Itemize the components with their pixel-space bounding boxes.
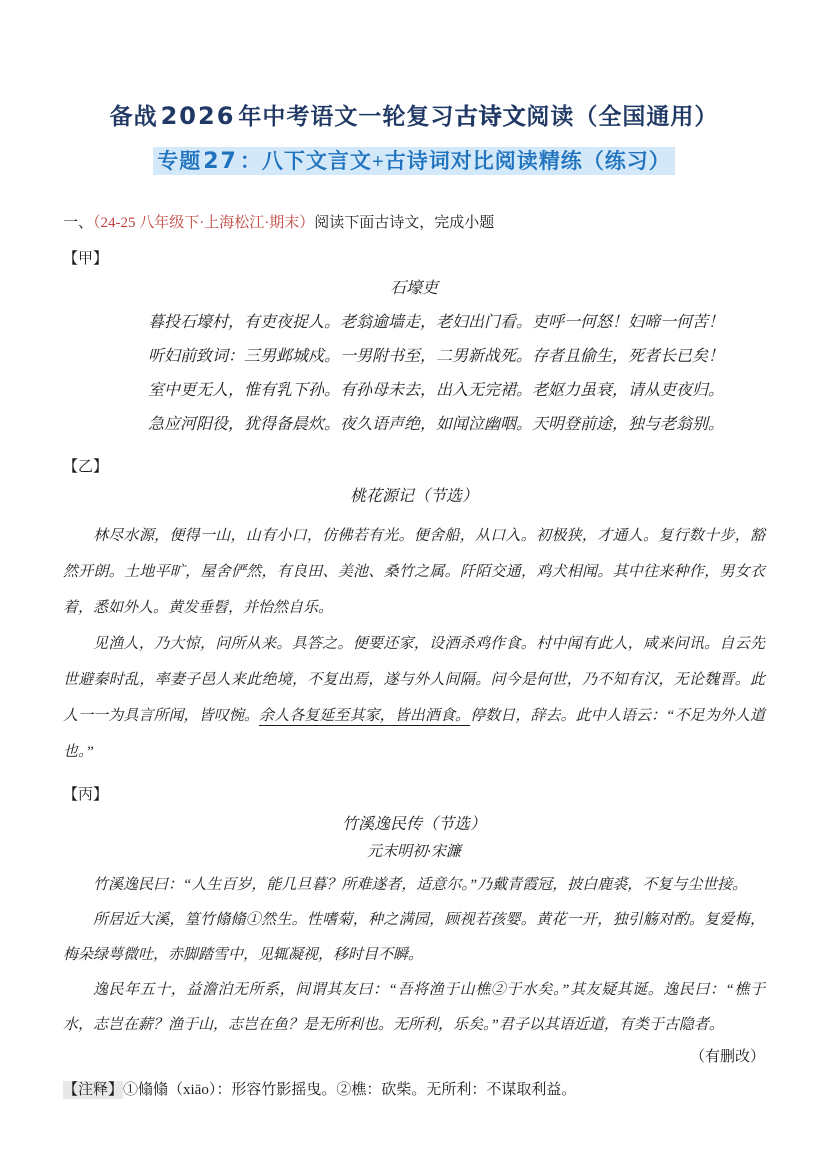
passage-a-title: 石壕吏	[389, 280, 438, 297]
subtitle-seg-1: 专题	[157, 149, 202, 173]
annotations	[63, 1078, 765, 1102]
poem-shihaoli	[63, 306, 765, 442]
section-index: 一、	[63, 215, 94, 231]
section-instruction: 阅读下面古诗文，完成小题	[314, 215, 495, 231]
document-subtitle	[63, 144, 765, 179]
passage-a-label: 【甲】	[63, 251, 109, 267]
passage-b-para2-post: 停数日，辞去。此中人语云：“不足为外人道也。”	[63, 708, 765, 760]
section-source-citation: （24-25 八年级下·上海松江·期末）	[93, 215, 315, 231]
title-seg-1: 备战	[109, 104, 158, 129]
passage-b-para2-pre: 见渔人，乃大惊，问所从来。具答之。便要还家，设酒杀鸡作食。村中闻有此人，咸来问讯。自云先世避秦时乱，率妻子邑人来此绝境，不复出焉，遂与外人间隔。问今是何世，乃不知有汉，无论魏晋。此人一一为具言所闻，皆叹惋。	[63, 636, 765, 724]
subtitle-highlight	[153, 147, 675, 175]
annotations-label: 【注释】	[63, 1082, 124, 1098]
passage-b-title: 桃花源记（节选）	[349, 488, 478, 505]
title-seg-2: 年中考语文一轮复习	[238, 104, 455, 129]
passage-b-underlined-sentence: 余人各复延至其家，皆出酒食。	[259, 708, 471, 724]
poem-line: 暮投石壕村，有吏夜捉人。老翁逾墙走，老妇出门看。吏呼一何怒！妇啼一何苦！	[148, 314, 725, 331]
title-seg-4: 阅读（全国通用）	[526, 104, 719, 129]
edited-note: （有删改）	[689, 1049, 765, 1065]
passage-c-author: 元末明初·宋濂	[367, 844, 461, 860]
passage-c-paragraph-1: 竹溪逸民曰：“人生百岁，能几旦暮？所难遂者，适意尔。”乃戴青霞冠，披白鹿裘，不复与尘世接。	[93, 877, 748, 893]
poem-line: 急应河阳役，犹得备晨炊。夜久语声绝，如闻泣幽咽。天明登前途，独与老翁别。	[148, 416, 725, 433]
passage-c-label: 【丙】	[63, 787, 109, 803]
annotations-content: ①翛翛（xiāo）：形容竹影摇曳。②樵：砍柴。无所利：不谋取利益。	[123, 1082, 577, 1098]
passage-b-paragraph-1: 林尽水源，便得一山，山有小口，仿佛若有光。便舍船，从口入。初极狭，才通人。复行数十步，豁然开朗。土地平旷，屋舍俨然，有良田、美池、桑竹之属。阡陌交通，鸡犬相闻。其中往来种作，男女衣着，悉如外人。黄发垂髫，并怡然自乐。	[63, 528, 765, 616]
passage-b-label: 【乙】	[63, 459, 109, 475]
passage-c-title: 竹溪逸民传（节选）	[341, 816, 486, 833]
poem-line: 室中更无人，惟有乳下孙。有孙母未去，出入无完裙。老妪力虽衰，请从吏夜归。	[148, 382, 725, 399]
passage-b-paragraph-2	[63, 626, 765, 770]
subtitle-seg-2: ：八下文言文+古诗词对比阅读精练（练习）	[239, 149, 671, 173]
passage-c-paragraph-3: 逸民年五十，益澹泊无所系，间谓其友曰：“吾将渔于山樵②于水矣。”其友疑其诞。逸民曰：“樵于水，志岂在薪？渔于山，志岂在鱼？是无所利也。无所利，乐矣。”君子以其语近道，有类于古隐者。	[63, 982, 765, 1033]
section-one-heading	[63, 212, 765, 234]
title-year: 2026	[160, 102, 236, 130]
title-seg-bold: 古诗文	[454, 104, 527, 129]
document-title	[63, 98, 765, 135]
passage-c-paragraph-2: 所居近大溪，篁竹翛翛①然生。性嗜菊，种之满园，顾视若孩婴。黄花一开，独引觞对酌。复爱梅，梅朵绿萼微吐，赤脚踏雪中，见辄凝视，移时目不瞬。	[63, 912, 765, 963]
subtitle-number: 27	[203, 149, 238, 174]
poem-line: 听妇前致词：三男邺城戍。一男附书至，二男新战死。存者且偷生，死者长已矣！	[148, 348, 725, 365]
